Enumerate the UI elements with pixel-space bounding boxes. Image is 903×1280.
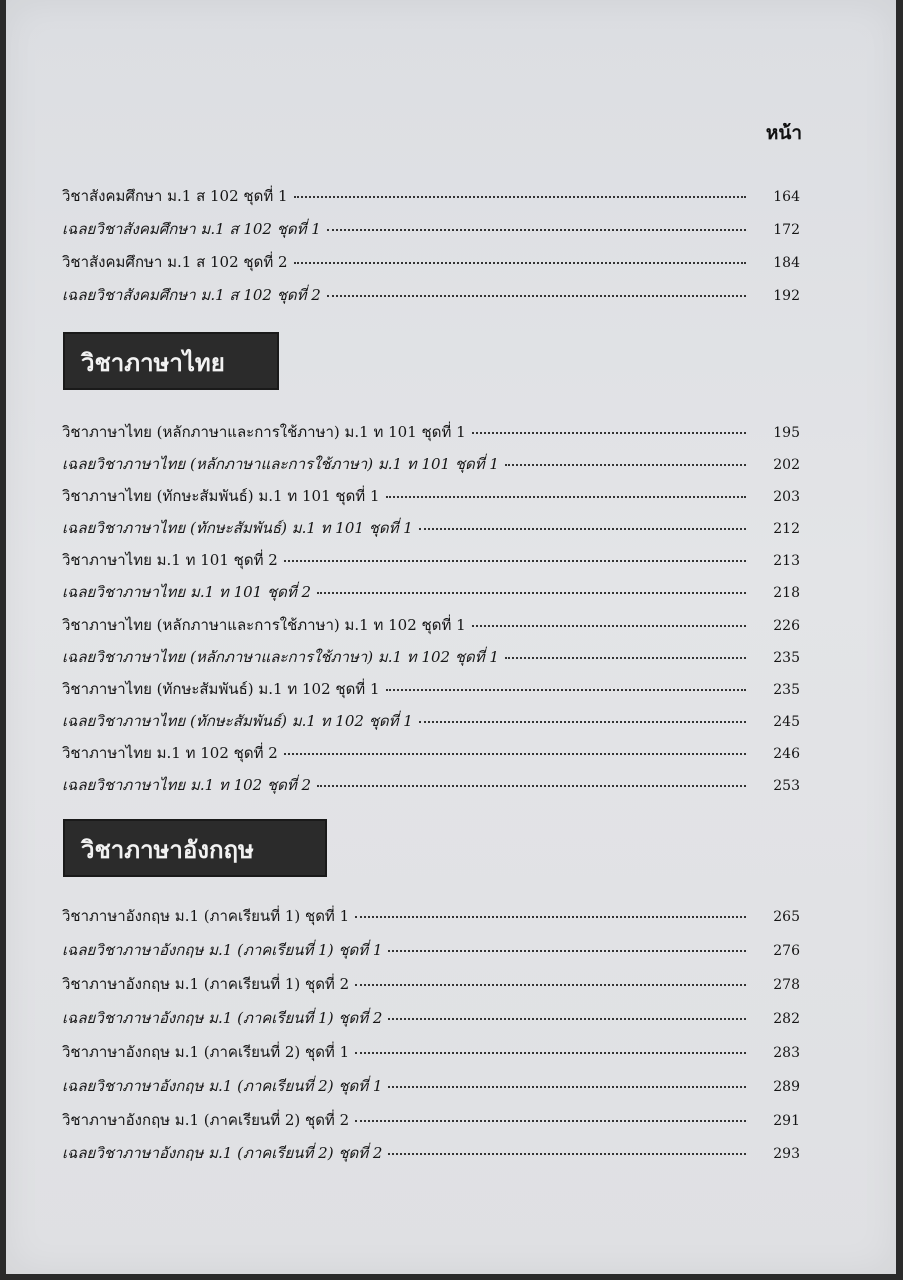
entry-page-number: 218 bbox=[773, 585, 800, 601]
entry-title: เฉลยวิชาภาษาไทย (ทักษะสัมพันธ์) ม.1 ท 102 ชุดที่ 1 bbox=[62, 712, 413, 730]
toc-entry bbox=[62, 645, 800, 669]
toc-entry bbox=[62, 677, 800, 701]
entry-title: วิชาภาษาไทย (หลักภาษาและการใช้ภาษา) ม.1 ท 102 ชุดที่ 1 bbox=[62, 616, 466, 634]
entry-page-number: 213 bbox=[773, 553, 800, 569]
toc-entry bbox=[62, 1040, 800, 1064]
entry-page-number: 278 bbox=[773, 977, 800, 993]
entry-title: วิชาภาษาอังกฤษ ม.1 (ภาคเรียนที่ 1) ชุดที่ 1 bbox=[62, 907, 350, 925]
dot-leader bbox=[419, 528, 746, 530]
entry-title: เฉลยวิชาภาษาไทย ม.1 ท 102 ชุดที่ 2 bbox=[62, 776, 312, 794]
entry-title: วิชาภาษาไทย (ทักษะสัมพันธ์) ม.1 ท 101 ชุดที่ 1 bbox=[62, 487, 380, 505]
entry-page-number: 235 bbox=[773, 650, 800, 666]
entry-page-number: 253 bbox=[773, 778, 800, 794]
entry-page-number: 184 bbox=[773, 255, 800, 271]
entry-page-number: 265 bbox=[773, 909, 800, 925]
dot-leader bbox=[505, 464, 746, 466]
dot-leader bbox=[327, 295, 746, 297]
entry-title: วิชาภาษาอังกฤษ ม.1 (ภาคเรียนที่ 2) ชุดที่ 2 bbox=[62, 1111, 350, 1129]
entry-title: เฉลยวิชาภาษาอังกฤษ ม.1 (ภาคเรียนที่ 1) ชุดที่ 1 bbox=[62, 941, 383, 959]
toc-entry bbox=[62, 484, 800, 508]
entry-title: วิชาสังคมศึกษา ม.1 ส 102 ชุดที่ 2 bbox=[62, 253, 288, 271]
dot-leader bbox=[386, 496, 746, 498]
entry-page-number: 235 bbox=[773, 682, 800, 698]
toc-entry bbox=[62, 773, 800, 797]
entry-page-number: 202 bbox=[773, 457, 800, 473]
page-column-label: หน้า bbox=[765, 122, 802, 144]
toc-entry bbox=[62, 709, 800, 733]
dot-leader bbox=[505, 657, 746, 659]
dot-leader bbox=[317, 592, 746, 594]
entry-title: วิชาสังคมศึกษา ม.1 ส 102 ชุดที่ 1 bbox=[62, 187, 288, 205]
entry-page-number: 282 bbox=[773, 1011, 800, 1027]
entry-title: เฉลยวิชาภาษาไทย (หลักภาษาและการใช้ภาษา) ม.1 ท 101 ชุดที่ 1 bbox=[62, 455, 499, 473]
toc-entry bbox=[62, 217, 800, 241]
toc-entry bbox=[62, 938, 800, 962]
entry-title: เฉลยวิชาภาษาไทย (หลักภาษาและการใช้ภาษา) ม.1 ท 102 ชุดที่ 1 bbox=[62, 648, 499, 666]
toc-entry bbox=[62, 904, 800, 928]
entry-title: เฉลยวิชาภาษาไทย ม.1 ท 101 ชุดที่ 2 bbox=[62, 583, 312, 601]
entry-title: เฉลยวิชาภาษาอังกฤษ ม.1 (ภาคเรียนที่ 1) ชุดที่ 2 bbox=[62, 1009, 383, 1027]
toc-entry bbox=[62, 283, 800, 307]
entry-page-number: 289 bbox=[773, 1079, 800, 1095]
entry-page-number: 212 bbox=[773, 521, 800, 537]
entry-title: เฉลยวิชาสังคมศึกษา ม.1 ส 102 ชุดที่ 2 bbox=[62, 286, 321, 304]
dot-leader bbox=[419, 721, 746, 723]
entry-title: วิชาภาษาไทย (ทักษะสัมพันธ์) ม.1 ท 102 ชุดที่ 1 bbox=[62, 680, 380, 698]
dot-leader bbox=[355, 1052, 746, 1054]
entry-title: เฉลยวิชาภาษาไทย (ทักษะสัมพันธ์) ม.1 ท 101 ชุดที่ 1 bbox=[62, 519, 413, 537]
entry-page-number: 172 bbox=[773, 222, 800, 238]
toc-entry bbox=[62, 516, 800, 540]
entry-title: วิชาภาษาอังกฤษ ม.1 (ภาคเรียนที่ 1) ชุดที่ 2 bbox=[62, 975, 350, 993]
section-header-thai: วิชาภาษาไทย bbox=[63, 332, 279, 390]
entry-page-number: 283 bbox=[773, 1045, 800, 1061]
dot-leader bbox=[355, 916, 746, 918]
dot-leader bbox=[294, 196, 746, 198]
toc-entry bbox=[62, 1074, 800, 1098]
dot-leader bbox=[388, 1018, 746, 1020]
section-header-english: วิชาภาษาอังกฤษ bbox=[63, 819, 327, 877]
entry-page-number: 226 bbox=[773, 618, 800, 634]
dot-leader bbox=[317, 785, 746, 787]
toc-entry bbox=[62, 1108, 800, 1132]
toc-entry bbox=[62, 548, 800, 572]
entry-title: เฉลยวิชาภาษาอังกฤษ ม.1 (ภาคเรียนที่ 2) ชุดที่ 1 bbox=[62, 1077, 383, 1095]
entry-page-number: 203 bbox=[773, 489, 800, 505]
dot-leader bbox=[472, 625, 746, 627]
entry-page-number: 195 bbox=[773, 425, 800, 441]
dot-leader bbox=[472, 432, 746, 434]
dot-leader bbox=[355, 1120, 746, 1122]
dot-leader bbox=[386, 689, 746, 691]
toc-entry bbox=[62, 613, 800, 637]
entry-page-number: 192 bbox=[773, 288, 800, 304]
dot-leader bbox=[284, 753, 746, 755]
dot-leader bbox=[327, 229, 746, 231]
entry-page-number: 246 bbox=[773, 746, 800, 762]
entry-title: วิชาภาษาอังกฤษ ม.1 (ภาคเรียนที่ 2) ชุดที่ 1 bbox=[62, 1043, 350, 1061]
entry-page-number: 276 bbox=[773, 943, 800, 959]
toc-entry bbox=[62, 184, 800, 208]
toc-entry bbox=[62, 420, 800, 444]
dot-leader bbox=[355, 984, 746, 986]
dot-leader bbox=[294, 262, 746, 264]
toc-page bbox=[6, 0, 896, 1274]
entry-page-number: 245 bbox=[773, 714, 800, 730]
entry-title: เฉลยวิชาสังคมศึกษา ม.1 ส 102 ชุดที่ 1 bbox=[62, 220, 321, 238]
entry-title: เฉลยวิชาภาษาอังกฤษ ม.1 (ภาคเรียนที่ 2) ชุดที่ 2 bbox=[62, 1144, 383, 1162]
toc-entry bbox=[62, 250, 800, 274]
entry-title: วิชาภาษาไทย (หลักภาษาและการใช้ภาษา) ม.1 ท 101 ชุดที่ 1 bbox=[62, 423, 466, 441]
entry-page-number: 293 bbox=[773, 1146, 800, 1162]
toc-entry bbox=[62, 972, 800, 996]
dot-leader bbox=[284, 560, 746, 562]
toc-entry bbox=[62, 1006, 800, 1030]
entry-title: วิชาภาษาไทย ม.1 ท 101 ชุดที่ 2 bbox=[62, 551, 278, 569]
entry-page-number: 291 bbox=[773, 1113, 800, 1129]
dot-leader bbox=[388, 1153, 746, 1155]
toc-entry bbox=[62, 1141, 800, 1165]
toc-entry bbox=[62, 741, 800, 765]
toc-entry bbox=[62, 580, 800, 604]
entry-page-number: 164 bbox=[773, 189, 800, 205]
toc-entry bbox=[62, 452, 800, 476]
dot-leader bbox=[388, 950, 746, 952]
entry-title: วิชาภาษาไทย ม.1 ท 102 ชุดที่ 2 bbox=[62, 744, 278, 762]
dot-leader bbox=[388, 1086, 746, 1088]
